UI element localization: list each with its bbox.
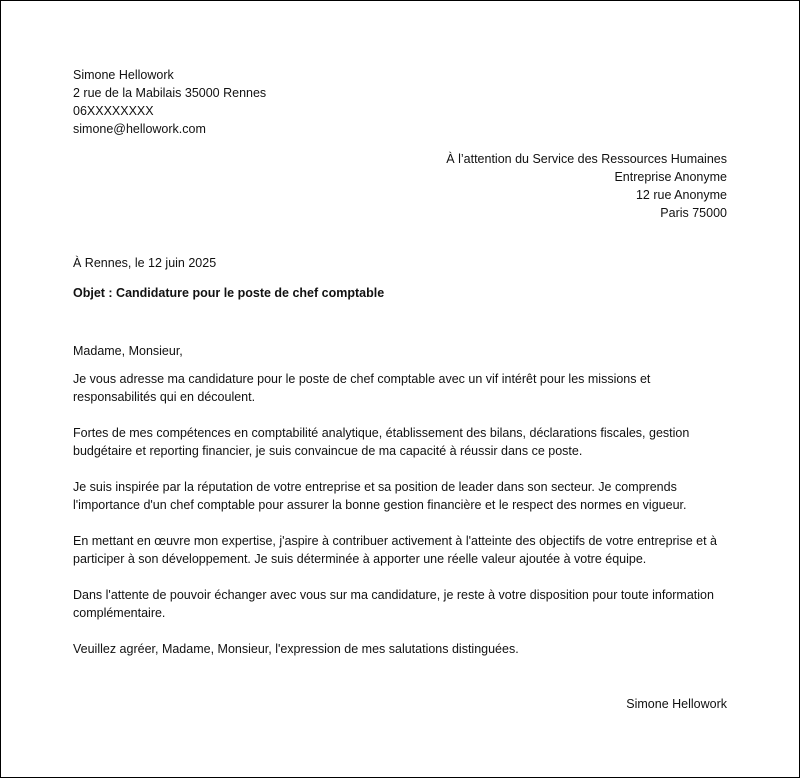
body-paragraph: Dans l'attente de pouvoir échanger avec vous sur ma candidature, je reste à votre disposition pour toute information complémentaire.: [73, 588, 714, 620]
recipient-company: Entreprise Anonyme: [614, 170, 727, 184]
body-paragraph: Je suis inspirée par la réputation de votre entreprise et sa position de leader dans son secteur. Je comprends l'importance d'un chef comptable pour assurer la bonne gestion financière et le respect des normes en vigueur.: [73, 480, 687, 512]
sender-name: Simone Hellowork: [73, 68, 174, 82]
recipient-city: Paris 75000: [660, 206, 727, 220]
sender-address: 2 rue de la Mabilais 35000 Rennes: [73, 86, 267, 100]
subject-line: Objet : Candidature pour le poste de chef comptable: [73, 286, 385, 300]
recipient-block: [446, 150, 727, 222]
sender-phone: 06XXXXXXXX: [73, 104, 154, 118]
closing-paragraph: Veuillez agréer, Madame, Monsieur, l'expression de mes salutations distinguées.: [73, 642, 519, 656]
salutation: Madame, Monsieur,: [73, 344, 183, 358]
letter-body: [73, 342, 733, 676]
recipient-attention: À l’attention du Service des Ressources Humaines: [446, 152, 727, 166]
body-paragraph: Fortes de mes compétences en comptabilité analytique, établissement des bilans, déclarations fiscales, gestion budgétaire et reporting financier, je suis convaincue de ma capacité à réussir dans ce poste.: [73, 426, 690, 458]
recipient-street: 12 rue Anonyme: [635, 188, 727, 202]
body-paragraph: Je vous adresse ma candidature pour le poste de chef comptable avec un vif intérêt pour les missions et responsabilités qui en découlent.: [73, 372, 651, 404]
sender-email: simone@hellowork.com: [73, 122, 206, 136]
date-line: À Rennes, le 12 juin 2025: [73, 256, 217, 270]
body-paragraph: En mettant en œuvre mon expertise, j'aspire à contribuer activement à l'atteinte des objectifs de votre entreprise et à participer à son développement. Je suis déterminée à apporter une réelle valeur ajoutée à votre équipe.: [73, 534, 717, 566]
sender-block: [73, 66, 266, 138]
signature: Simone Hellowork: [626, 697, 727, 711]
